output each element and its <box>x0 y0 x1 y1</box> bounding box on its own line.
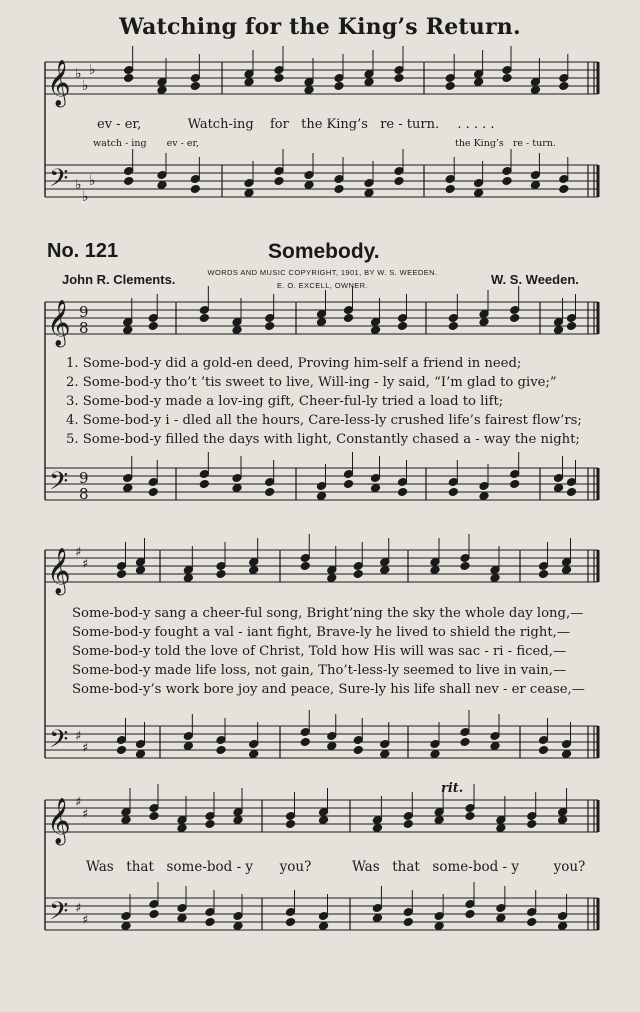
note-head <box>316 318 326 327</box>
verse-4-line-b: Some-bod-y made life loss, not gain, Tho’t-less-ly seemed to live in vain,— <box>72 663 567 678</box>
note-head <box>148 488 158 497</box>
lyric-word: some-bod - y <box>432 859 519 875</box>
note-head <box>370 326 380 335</box>
verse-2-line-b: Some-bod-y fought a val - iant fight, Brave-ly he lived to shield the right,— <box>72 625 571 640</box>
note-head <box>353 746 363 755</box>
lyric-word: you? <box>279 859 312 875</box>
note-head <box>553 326 563 335</box>
bass-clef-icon: 𝄢 <box>49 897 69 932</box>
bass-clef-icon: 𝄢 <box>49 725 69 760</box>
note-head <box>244 78 254 87</box>
treble-clef-icon: 𝄞 <box>47 798 71 844</box>
prev-lyric-upper <box>97 117 495 132</box>
treble-clef-icon: 𝄞 <box>47 548 71 594</box>
note-head <box>561 566 571 575</box>
lyric-word: some-bod - y <box>166 859 254 875</box>
flat-icon: ♭ <box>82 78 89 94</box>
note-head <box>318 816 328 825</box>
note-head <box>183 742 193 751</box>
note-head <box>370 484 380 493</box>
note-head <box>233 816 243 825</box>
note-head <box>474 78 484 87</box>
note-head <box>135 566 145 575</box>
note-head <box>233 922 243 931</box>
note-head <box>465 910 475 919</box>
note-head <box>434 816 444 825</box>
note-head <box>116 746 126 755</box>
note-head <box>334 185 344 194</box>
note-head <box>116 570 126 579</box>
note-head <box>300 562 310 571</box>
note-head <box>316 492 326 501</box>
note-head <box>190 82 200 91</box>
note-head <box>249 566 259 575</box>
note-head <box>490 574 500 583</box>
note-head <box>205 820 215 829</box>
previous-hymn-title: Watching for the King’s Return. <box>119 14 521 40</box>
lyric-word: ev - er, <box>166 138 199 149</box>
note-head <box>380 566 390 575</box>
lyric-word: for <box>269 117 289 132</box>
verse-1-line-a: 1. Some-bod-y did a gold-en deed, Proving him-self a friend in need; <box>66 356 522 371</box>
note-head <box>553 484 563 493</box>
note-head <box>300 738 310 747</box>
copyright-line-2: E. O. EXCELL, OWNER. <box>277 281 368 290</box>
note-head <box>274 74 284 83</box>
note-head <box>566 322 576 331</box>
sharp-icon: ♯ <box>75 795 82 810</box>
note-head <box>530 181 540 190</box>
note-head <box>496 914 506 923</box>
note-head <box>343 314 353 323</box>
note-head <box>205 918 215 927</box>
note-head <box>380 750 390 759</box>
note-head <box>397 322 407 331</box>
note-head <box>394 177 404 186</box>
note-head <box>460 562 470 571</box>
note-head <box>124 177 134 186</box>
lyric-word: . . . . . <box>457 117 495 132</box>
note-head <box>502 177 512 186</box>
time-signature: 9 <box>79 303 89 321</box>
lyric-word: watch - ing <box>93 138 147 149</box>
sharp-icon: ♯ <box>75 545 82 560</box>
note-head <box>448 322 458 331</box>
verse-1-line-b: Some-bod-y sang a cheer-ful song, Bright’ning the sky the whole day long,— <box>72 606 584 621</box>
note-head <box>353 570 363 579</box>
note-head <box>216 570 226 579</box>
note-head <box>479 492 489 501</box>
note-head <box>265 322 275 331</box>
note-head <box>149 812 159 821</box>
sharp-icon: ♯ <box>82 913 89 928</box>
note-head <box>177 914 187 923</box>
hymn-title: Somebody. <box>268 240 380 263</box>
note-head <box>216 746 226 755</box>
treble-clef-icon: 𝄞 <box>47 300 71 346</box>
note-head <box>190 185 200 194</box>
note-head <box>558 816 568 825</box>
lyric-word: ev - er, <box>97 117 142 132</box>
note-head <box>364 78 374 87</box>
note-head <box>490 742 500 751</box>
note-head <box>123 484 133 493</box>
note-head <box>434 922 444 931</box>
flat-icon: ♭ <box>75 66 82 82</box>
note-head <box>327 742 337 751</box>
note-head <box>502 74 512 83</box>
note-head <box>510 480 520 489</box>
note-head <box>121 816 131 825</box>
note-head <box>538 746 548 755</box>
note-head <box>510 314 520 323</box>
note-head <box>566 488 576 497</box>
copyright-line-1: WORDS AND MUSIC COPYRIGHT, 1901, BY W. S. WEEDEN. <box>207 268 438 277</box>
sharp-icon: ♯ <box>82 557 89 572</box>
note-head <box>157 86 167 95</box>
note-head <box>403 820 413 829</box>
lyric-word: the King’s <box>301 117 368 132</box>
note-head <box>135 750 145 759</box>
note-head <box>448 488 458 497</box>
note-head <box>496 824 506 833</box>
note-head <box>343 480 353 489</box>
note-head <box>265 488 275 497</box>
flat-icon: ♭ <box>82 189 89 205</box>
sharp-icon: ♯ <box>75 901 82 916</box>
lyric-word: the King’s <box>455 138 504 149</box>
note-head <box>123 326 133 335</box>
time-signature: 9 <box>79 469 89 487</box>
note-head <box>334 82 344 91</box>
note-head <box>559 82 569 91</box>
note-head <box>372 914 382 923</box>
lyric-word: Was <box>351 859 380 875</box>
verse-4-line-a: 4. Some-bod-y i - dled all the hours, Care-less-ly crushed life’s fairest flow’rs; <box>66 413 582 428</box>
time-signature: 8 <box>79 485 89 503</box>
note-head <box>149 910 159 919</box>
lyric-word: re - turn. <box>512 138 556 149</box>
hymn-number: No. 121 <box>47 240 119 262</box>
note-head <box>430 566 440 575</box>
lyric-word: that <box>126 859 154 875</box>
note-head <box>177 824 187 833</box>
note-head <box>249 750 259 759</box>
note-head <box>304 86 314 95</box>
prev-lyric-lower-2 <box>455 138 556 149</box>
note-head <box>157 181 167 190</box>
composer: W. S. Weeden. <box>491 272 579 287</box>
note-head <box>244 189 254 198</box>
note-head <box>558 922 568 931</box>
tempo-marking: rit. <box>441 781 464 796</box>
sharp-icon: ♯ <box>82 741 89 756</box>
note-head <box>285 918 295 927</box>
verse-3-line-a: 3. Some-bod-y made a lov-ing gift, Cheer-ful-ly tried a load to lift; <box>66 394 504 409</box>
note-head <box>465 812 475 821</box>
note-head <box>318 922 328 931</box>
verse-5-line-b: Some-bod-y’s work bore joy and peace, Sure-ly his life shall nev - er cease,— <box>72 682 585 697</box>
verse-3-line-b: Some-bod-y told the love of Christ, Told how His will was sac - ri - ficed,— <box>72 644 567 659</box>
note-head <box>430 750 440 759</box>
note-head <box>394 74 404 83</box>
note-head <box>148 322 158 331</box>
note-head <box>561 750 571 759</box>
verse-2-line-a: 2. Some-bod-y tho’t ’tis sweet to live, Will-ing - ly said, “I’m glad to give;” <box>66 375 557 390</box>
note-head <box>124 74 134 83</box>
sharp-icon: ♯ <box>75 729 82 744</box>
flat-icon: ♭ <box>89 62 96 78</box>
lyricist: John R. Clements. <box>62 272 176 287</box>
note-head <box>445 185 455 194</box>
note-head <box>183 574 193 583</box>
note-head <box>364 189 374 198</box>
lyric-word: Watch-ing <box>187 117 254 132</box>
note-head <box>232 326 242 335</box>
note-head <box>479 318 489 327</box>
note-head <box>460 738 470 747</box>
bass-clef-icon: 𝄢 <box>49 467 69 502</box>
note-head <box>445 82 455 91</box>
note-head <box>559 185 569 194</box>
lyric-word: re - turn. <box>380 117 440 132</box>
flat-icon: ♭ <box>75 177 82 193</box>
note-head <box>285 820 295 829</box>
note-head <box>199 480 209 489</box>
lyric-word: you? <box>553 859 586 875</box>
note-head <box>474 189 484 198</box>
verse-5-line-a: 5. Some-bod-y filled the days with light, Constantly chased a - way the night; <box>66 432 580 447</box>
note-head <box>527 820 537 829</box>
note-head <box>527 918 537 927</box>
note-head <box>304 181 314 190</box>
sharp-icon: ♯ <box>82 807 89 822</box>
note-head <box>538 570 548 579</box>
note-head <box>121 922 131 931</box>
time-signature: 8 <box>79 319 89 337</box>
note-head <box>397 488 407 497</box>
note-head <box>403 918 413 927</box>
note-head <box>199 314 209 323</box>
flat-icon: ♭ <box>89 173 96 189</box>
note-head <box>274 177 284 186</box>
lyric-word: Was <box>86 859 114 875</box>
note-head <box>232 484 242 493</box>
lyric-word: that <box>392 859 420 875</box>
bass-clef-icon: 𝄢 <box>49 164 69 199</box>
note-head <box>327 574 337 583</box>
note-head <box>530 86 540 95</box>
treble-clef-icon: 𝄞 <box>47 60 71 106</box>
prev-lyric-lower-1 <box>93 138 199 149</box>
refrain-lyric <box>86 859 585 875</box>
note-head <box>372 824 382 833</box>
